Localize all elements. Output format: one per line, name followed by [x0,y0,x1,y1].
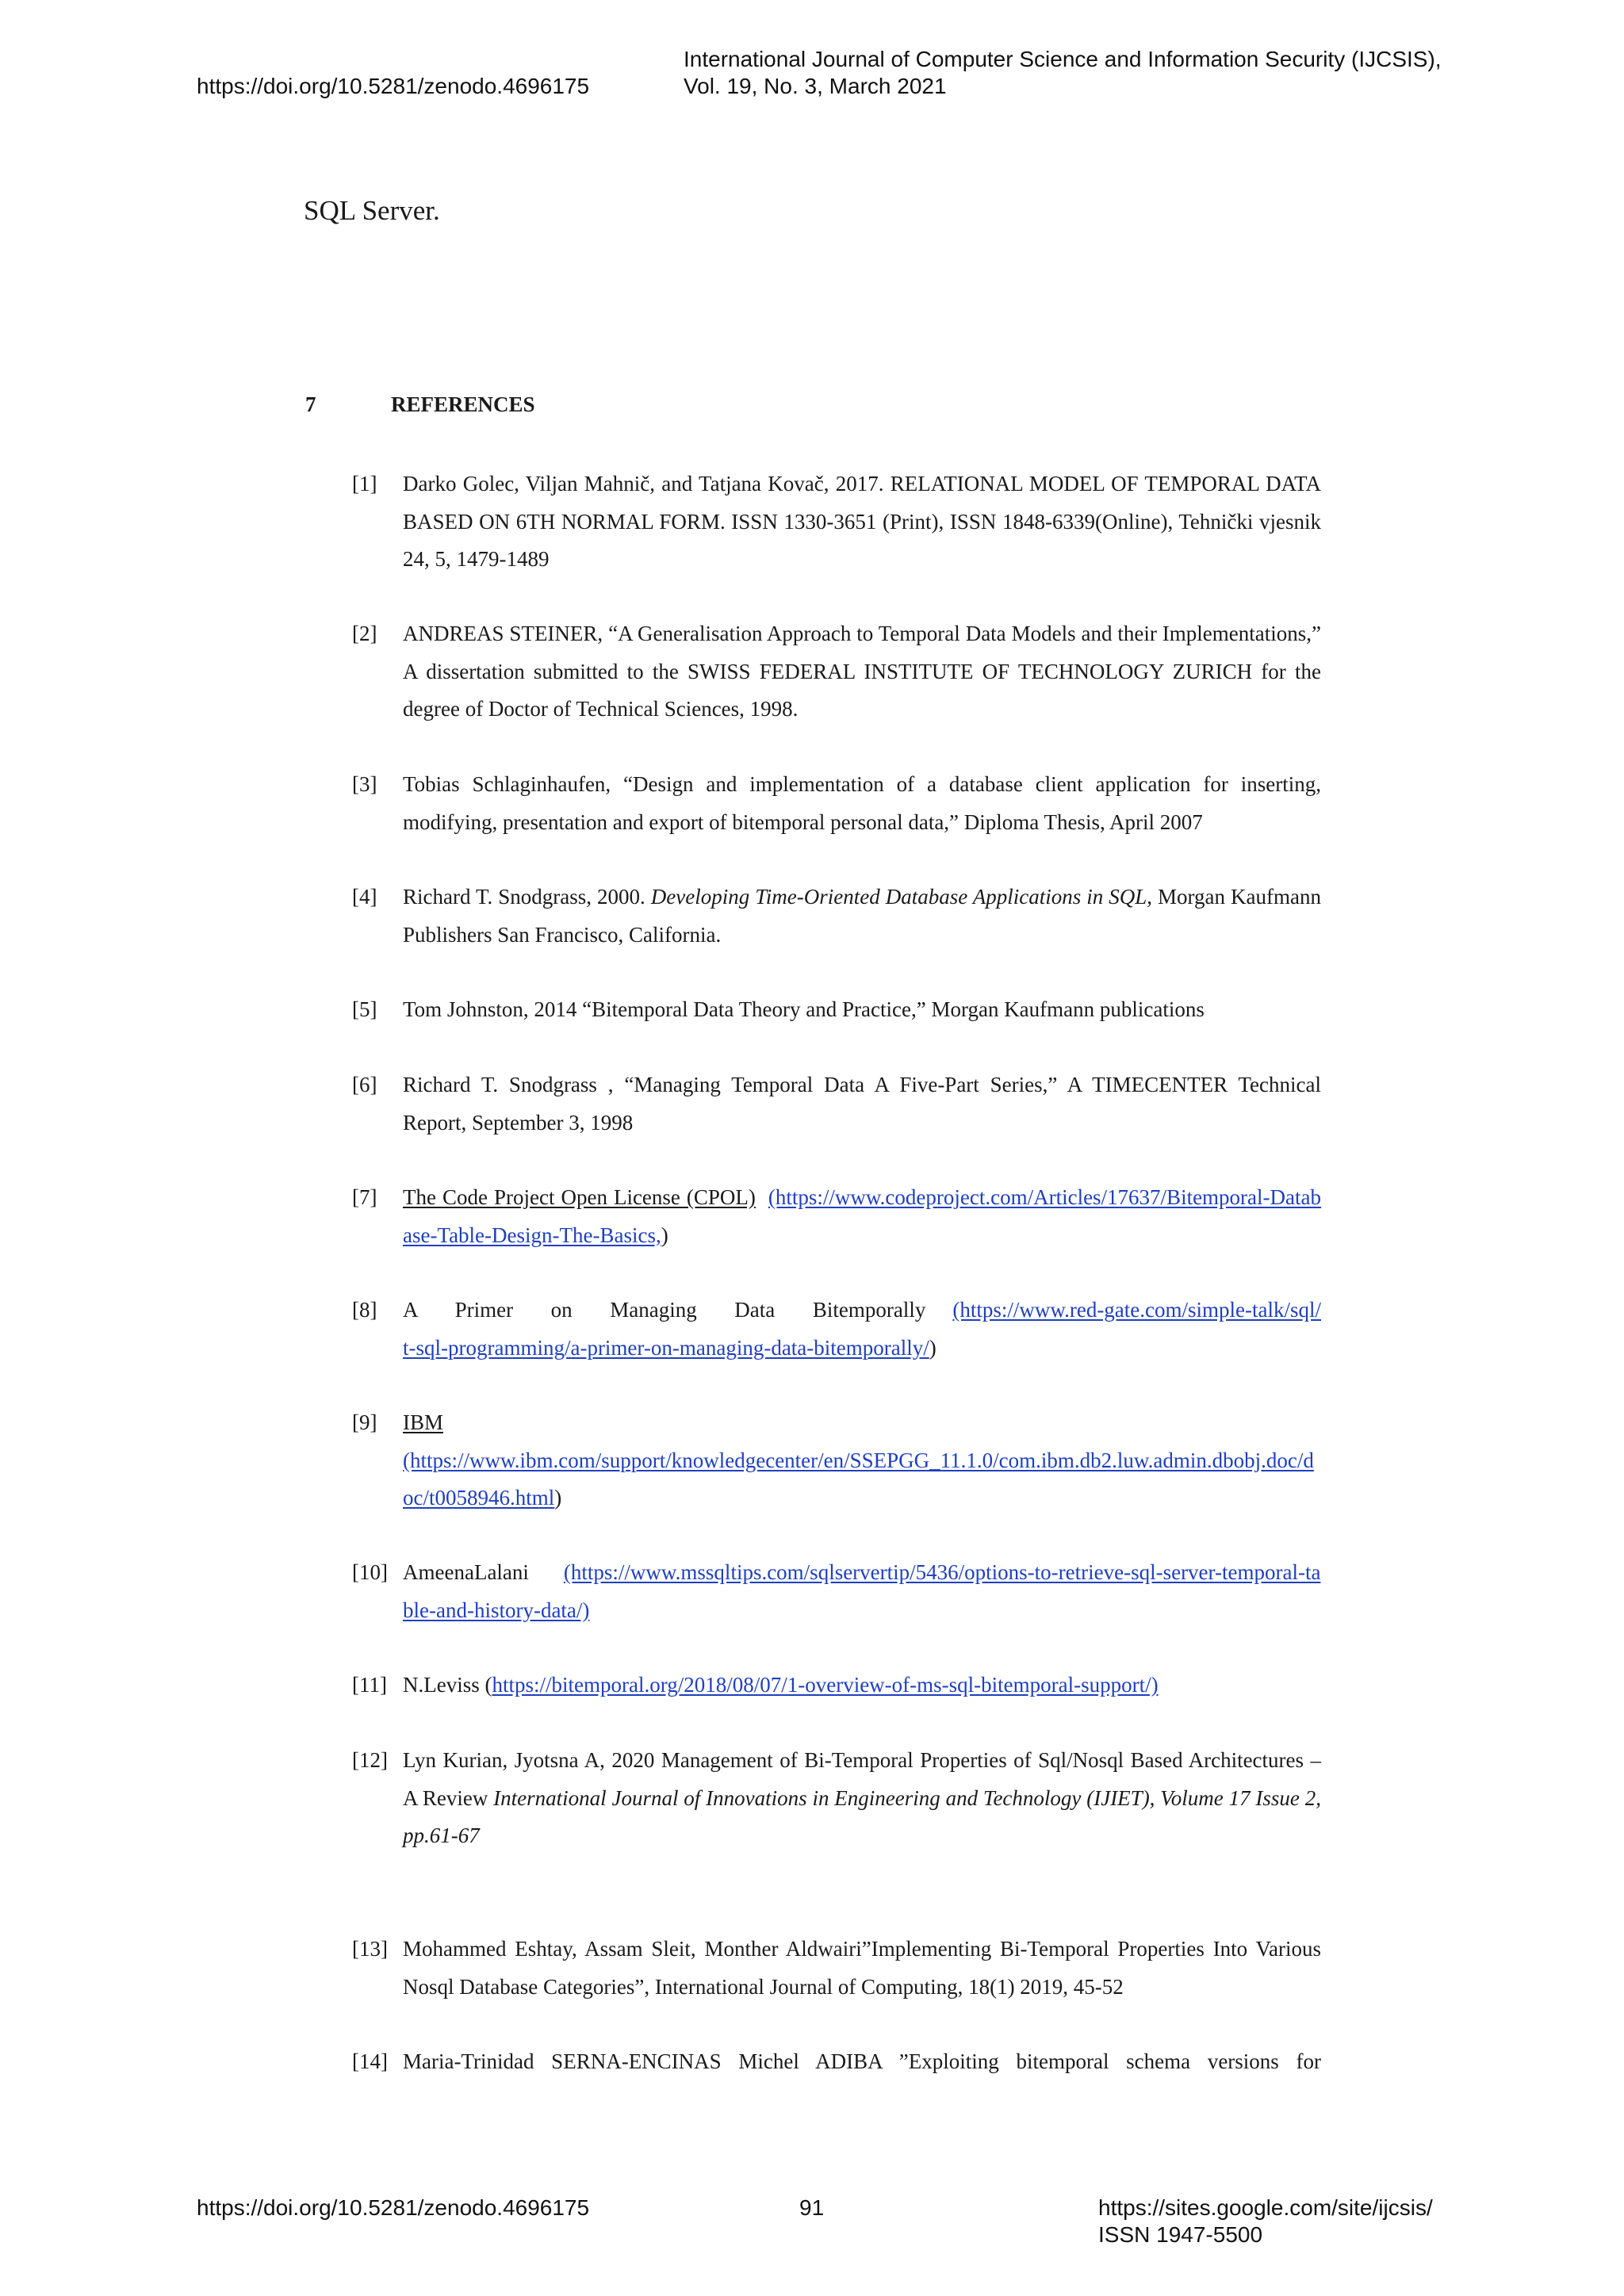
header-doi-link[interactable]: https://doi.org/10.5281/zenodo.4696175 [197,74,590,98]
reference-label: AmeenaLalani [403,1560,529,1584]
section-title: REFERENCES [391,392,535,416]
reference-url-link[interactable]: (https://www.codeproject.com/Articles/17637/Bitemporal-Database-Table-Design-The-Basics, [403,1185,1321,1247]
footer-issn: ISSN 1947-5500 [1098,2222,1263,2247]
reference-item [352,1742,1321,1855]
reference-number: [10] [352,1560,388,1584]
reference-number: [4] [352,885,377,909]
reference-number: [9] [352,1410,377,1434]
journal-title-line: International Journal of Computer Science and Information Security (IJCSIS), [684,47,1442,71]
reference-number: [8] [352,1298,377,1322]
footer-doi-link[interactable]: https://doi.org/10.5281/zenodo.4696175 [197,2195,590,2220]
reference-text: ANDREAS STEINER, “A Generalisation Approach to Temporal Data Models and their Implementations,” A dissertation submitted to the SWISS FEDERAL INSTITUTE OF TECHNOLOGY ZURICH for the degree of Doctor of Technical Sciences, 1998. [403,622,1321,721]
reference-number: [12] [352,1748,388,1772]
reference-item [352,1404,1321,1517]
reference-number: [7] [352,1185,377,1209]
reference-text: Mohammed Eshtay, Assam Sleit, Monther Aldwairi”Implementing Bi-Temporal Properties Into Various Nosql Database Categories”, International Journal of Computing, 18(1) 2019, 45-52 [403,1937,1321,1999]
reference-number: [1] [352,472,377,496]
reference-text: The Code Project Open License (CPOL) (https://www.codeproject.com/Articles/17637/Bitemporal-Database-Table-Design-The-Basics,) [403,1185,1321,1247]
reference-text: A Primer on Managing Data Bitemporally (https://www.red-gate.com/simple-talk/sql/t-sql-programming/a-primer-on-managing-data-bitemporally/) [403,1298,1321,1360]
reference-url-link[interactable]: https://bitemporal.org/2018/08/07/1-overview-of-ms-sql-bitemporal-support/) [492,1673,1159,1697]
section-number: 7 [305,392,316,416]
reference-number: [3] [352,772,377,796]
reference-label: N.Leviss ( [403,1673,492,1697]
journal-volume-line: Vol. 19, No. 3, March 2021 [684,74,947,98]
reference-number: [2] [352,622,377,645]
reference-text: IBM (https://www.ibm.com/support/knowledgecenter/en/SSEPGG_11.1.0/com.ibm.db2.luw.admin.dbobj.doc/doc/t0058946.html) [403,1410,1314,1510]
reference-url-link[interactable]: (https://www.red-gate.com/simple-talk/sql/t-sql-programming/a-primer-on-managing-data-bitemporally/ [403,1298,1321,1360]
reference-text [403,1742,1321,1855]
reference-text [403,1554,1321,1629]
reference-journal-title: International Journal of Innovations in Engineering and Technology (IJIET), Volume 17 Issue 2, pp.61-67 [403,1785,1321,1847]
journal-header [684,46,1442,100]
reference-number: [11] [352,1673,387,1697]
reference-text: Tobias Schlaginhaufen, “Design and implementation of a database client application for inserting, modifying, presentation and export of bitemporal personal data,” Diploma Thesis, April 2007 [403,772,1321,834]
reference-url-link[interactable]: (https://www.ibm.com/support/knowledgecenter/en/SSEPGG_11.1.0/com.ibm.db2.luw.admin.dbobj.doc/doc/t0058946.html [403,1448,1314,1510]
reference-text: Maria-Trinidad SERNA-ENCINAS Michel ADIBA ”Exploiting bitemporal schema versions for [403,2049,1321,2073]
reference-publisher: , Morgan Kaufmann Publishers San Francisco, California. [403,885,1321,947]
footer-site-info [1098,2195,1433,2248]
reference-item [352,1066,1321,1142]
reference-item [352,1179,1321,1254]
reference-item [352,766,1321,841]
reference-item [352,991,1321,1029]
reference-authors: Lyn Kurian, Jyotsna A, 2020 Management of Bi-Temporal Properties of Sql/Nosql Based Architectures – A Review [403,1748,1321,1810]
reference-number: [6] [352,1073,377,1096]
reference-item [352,1667,1321,1705]
reference-item [352,615,1321,729]
reference-number: [14] [352,2049,388,2073]
reference-item [352,2043,1321,2081]
footer-site-link[interactable]: https://sites.google.com/site/ijcsis/ [1098,2195,1433,2220]
reference-text [403,1667,1321,1705]
reference-number: [13] [352,1937,388,1961]
reference-text: Darko Golec, Viljan Mahnič, and Tatjana Kovač, 2017. RELATIONAL MODEL OF TEMPORAL DATA BASED ON 6TH NORMAL FORM. ISSN 1330-3651 (Print), ISSN 1848-6339(Online), Tehnički vjesnik 24, 5, 1479-1489 [403,472,1321,571]
reference-item [352,1554,1321,1629]
page-number: 91 [799,2195,825,2220]
reference-label: The Code Project Open License (CPOL) [403,1185,756,1209]
reference-url-link[interactable]: (https://www.mssqltips.com/sqlservertip/5436/options-to-retrieve-sql-server-temporal-table-and-history-data/) [403,1560,1321,1622]
reference-number: [5] [352,997,377,1021]
reference-item [352,465,1321,579]
reference-item [352,1292,1321,1367]
reference-authors: Richard T. Snodgrass, 2000. [403,885,651,909]
reference-item [352,1931,1321,2006]
continued-paragraph-text: SQL Server. [304,195,440,226]
reference-label: A Primer on Managing Data Bitemporally [403,1298,926,1322]
reference-label: IBM [403,1410,444,1434]
section-heading [305,392,535,417]
reference-book-title: Developing Time-Oriented Database Applications in SQL [650,885,1147,909]
reference-text: Richard T. Snodgrass , “Managing Temporal Data A Five-Part Series,” A TIMECENTER Technical Report, September 3, 1998 [403,1073,1321,1135]
reference-item [352,878,1321,954]
reference-text: Tom Johnston, 2014 “Bitemporal Data Theory and Practice,” Morgan Kaufmann publications [403,997,1205,1021]
reference-text [403,878,1321,954]
